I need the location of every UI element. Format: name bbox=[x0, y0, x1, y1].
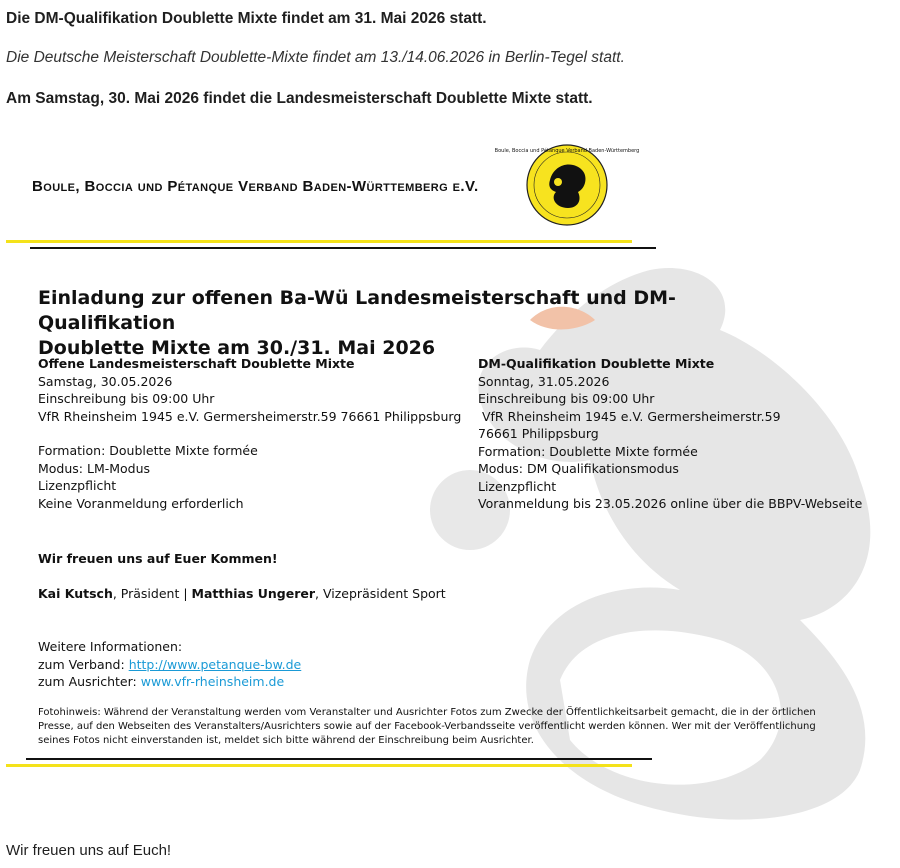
signer1-name: Kai Kutsch bbox=[38, 586, 113, 601]
state-championship-date: Samstag, 30.05.2026 bbox=[38, 373, 173, 389]
org-name: Boule, Boccia und Pétanque Verband Baden-Württemberg e.V. bbox=[32, 178, 479, 195]
more-info bbox=[38, 638, 301, 691]
intro-line-qualification: Die DM-Qualifikation Doublette Mixte findet am 31. Mai 2026 statt. bbox=[6, 10, 487, 27]
dm-qualification-signup: Voranmeldung bis 23.05.2026 online über die BBPV-Webseite bbox=[478, 496, 863, 511]
intro-line-championship: Die Deutsche Meisterschaft Doublette-Mixte findet am 13./14.06.2026 in Berlin-Tegel statt. bbox=[6, 49, 625, 66]
association-logo bbox=[494, 142, 640, 228]
invitation-title-line1: Einladung zur offenen Ba-Wü Landesmeisterschaft und DM-Qualifikation bbox=[38, 287, 676, 334]
state-championship-registration: Einschreibung bis 09:00 Uhr bbox=[38, 391, 215, 406]
signer2-name: Matthias Ungerer bbox=[191, 586, 316, 601]
divider-black-bottom bbox=[26, 758, 652, 760]
divider-yellow-bottom bbox=[6, 764, 632, 767]
state-championship-signup: Keine Voranmeldung erforderlich bbox=[38, 495, 244, 511]
dm-qualification-heading: DM-Qualifikation Doublette Mixte bbox=[478, 356, 715, 371]
photo-note: Fotohinweis: Während der Veranstaltung werden vom Veranstalter und Ausrichter Fotos zum Zwecke der Öffentlichkeitsarbeit gemacht, die in der örtlichen Presse, auf den Webseiten des Veranstalters/Ausrichters sowie auf der Facebook-Verbandsseite veröffentlicht werden können. Wer mit der Veröffentlichung seines Fotos nicht einverstanden ist, meldet sich bitte während der Einschreibung beim Ausrichter. bbox=[38, 707, 816, 746]
signers bbox=[38, 585, 446, 603]
state-championship-column bbox=[38, 355, 468, 512]
intro-line-state-championship: Am Samstag, 30. Mai 2026 findet die Landesmeisterschaft Doublette Mixte statt. bbox=[6, 90, 593, 107]
assoc-link[interactable]: http://www.petanque-bw.de bbox=[128, 656, 302, 672]
dm-qualification-venue-line1: VfR Rheinsheim 1945 e.V. Germersheimerstr.59 bbox=[478, 408, 781, 424]
invitation-flyer bbox=[0, 140, 900, 780]
dm-qualification-column bbox=[478, 355, 888, 513]
dm-qualification-registration: Einschreibung bis 09:00 Uhr bbox=[478, 391, 655, 406]
signer2-role: , Vizepräsident Sport bbox=[315, 586, 446, 601]
dm-qualification-formation: Formation: Doublette Mixte formée bbox=[478, 443, 698, 459]
divider-black-top bbox=[30, 247, 656, 249]
signer1-role: , Präsident | bbox=[112, 586, 192, 601]
logo-text: Boule, Boccia und Pétanque Verband Baden-Württemberg bbox=[494, 148, 640, 154]
state-championship-venue: VfR Rheinsheim 1945 e.V. Germersheimerstr.59 76661 Philippsburg bbox=[38, 408, 462, 424]
dm-qualification-venue-line2: 76661 Philippsburg bbox=[478, 426, 599, 441]
divider-yellow-top bbox=[6, 240, 632, 243]
state-championship-heading: Offene Landesmeisterschaft Doublette Mixte bbox=[38, 356, 355, 371]
host-label: zum Ausrichter: bbox=[38, 674, 141, 689]
dm-qualification-date: Sonntag, 31.05.2026 bbox=[478, 373, 610, 389]
more-info-label: Weitere Informationen: bbox=[38, 639, 183, 654]
host-link[interactable]: www.vfr-rheinsheim.de bbox=[140, 674, 285, 689]
state-championship-license: Lizenzpflicht bbox=[38, 478, 117, 493]
invitation-title-line2: Doublette Mixte am 30./31. Mai 2026 bbox=[38, 337, 436, 359]
assoc-label: zum Verband: bbox=[38, 656, 129, 672]
dm-qualification-license: Lizenzpflicht bbox=[478, 478, 557, 494]
invitation-title bbox=[38, 286, 758, 361]
state-championship-formation: Formation: Doublette Mixte formée bbox=[38, 443, 258, 458]
state-championship-mode: Modus: LM-Modus bbox=[38, 460, 151, 476]
welcome-text: Wir freuen uns auf Euer Kommen! bbox=[38, 551, 278, 566]
closing-text: Wir freuen uns auf Euch! bbox=[6, 842, 172, 859]
dm-qualification-mode: Modus: DM Qualifikationsmodus bbox=[478, 461, 679, 476]
